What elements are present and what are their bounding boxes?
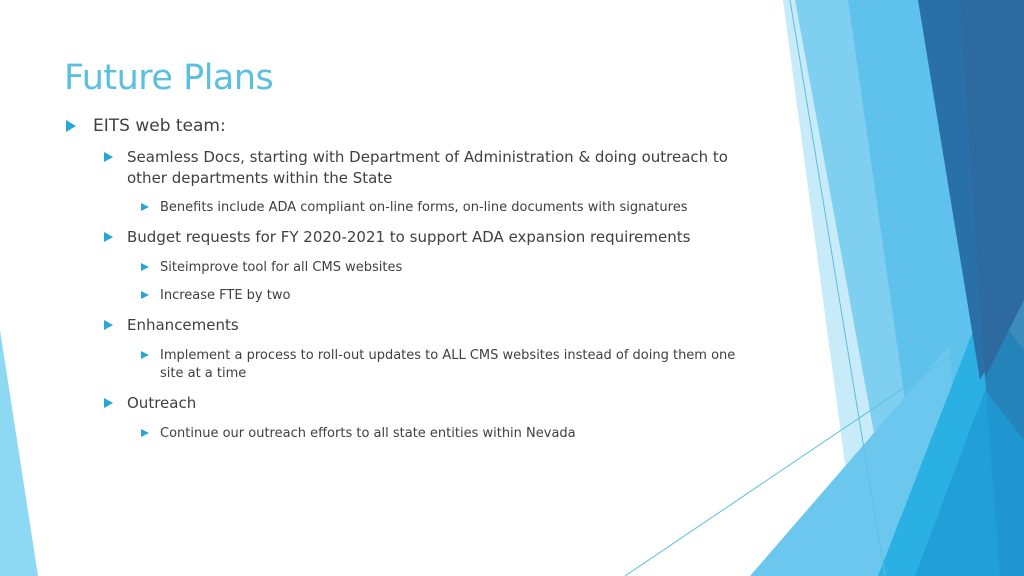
bullet-text: Benefits include ADA compliant on-line forms, on-line documents with signatures	[160, 200, 688, 215]
bullet-text: Enhancements	[127, 316, 239, 334]
left-facet	[0, 330, 38, 576]
bullet-text: Increase FTE by two	[160, 288, 291, 303]
bullet-arrow-icon	[141, 263, 149, 271]
bullet-arrow-icon	[141, 203, 149, 211]
bullet-text: Continue our outreach efforts to all state entities within Nevada	[160, 426, 576, 441]
bullet-arrow-icon	[66, 120, 76, 132]
bullet-arrow-icon	[104, 320, 113, 330]
bullet-rollout-process	[141, 347, 756, 383]
bullet-budget-requests	[104, 227, 754, 248]
bullet-arrow-icon	[104, 232, 113, 242]
bullet-arrow-icon	[104, 398, 113, 408]
bullet-text: Outreach	[127, 394, 197, 412]
bullet-arrow-icon	[141, 351, 149, 359]
bullet-text: Siteimprove tool for all CMS websites	[160, 260, 403, 275]
bullet-arrow-icon	[141, 291, 149, 299]
bullet-text: EITS web team:	[93, 116, 226, 136]
bullet-text: Budget requests for FY 2020-2021 to support ADA expansion requirements	[127, 228, 691, 246]
bullet-eits-web-team	[66, 115, 226, 137]
bullet-text: Seamless Docs, starting with Department of Administration & doing outreach to other departments within the State	[127, 148, 728, 187]
bullet-siteimprove	[141, 259, 756, 277]
bullet-enhancements	[104, 315, 754, 336]
slide-title: Future Plans	[64, 58, 274, 98]
bullet-increase-fte	[141, 287, 756, 305]
bullet-seamless-docs	[104, 147, 754, 189]
bullet-continue-outreach	[141, 425, 756, 443]
bullet-benefits	[141, 199, 756, 217]
bullet-arrow-icon	[141, 429, 149, 437]
bullet-arrow-icon	[104, 152, 113, 162]
bullet-text: Implement a process to roll-out updates to ALL CMS websites instead of doing them one site at a time	[160, 348, 736, 381]
bullet-outreach	[104, 393, 754, 414]
